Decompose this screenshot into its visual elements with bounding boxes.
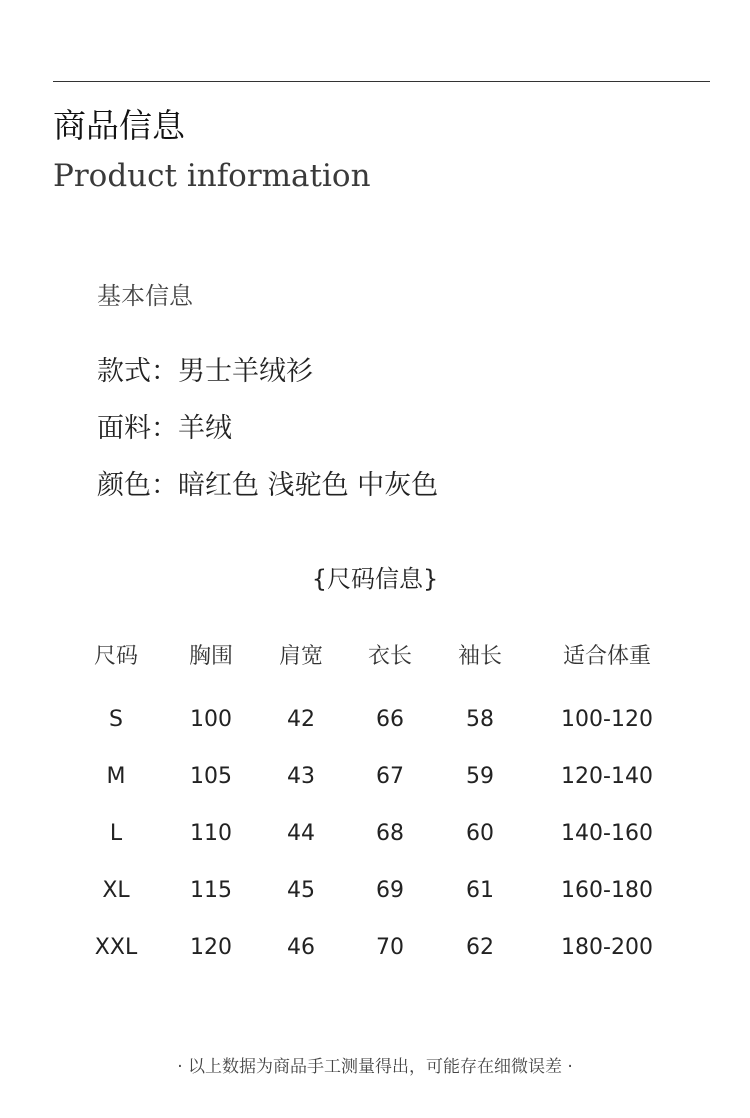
column-header: 肩宽 [278, 644, 324, 669]
table-cell: 140-160 [561, 821, 653, 846]
table-cell: 115 [190, 878, 232, 903]
table-cell: 59 [466, 764, 494, 789]
table-row [0, 703, 750, 760]
table-cell: 100-120 [561, 707, 653, 732]
table-cell: 42 [287, 707, 315, 732]
table-cell: 44 [287, 821, 315, 846]
table-cell: S [109, 707, 123, 732]
table-row [0, 817, 750, 874]
fabric-label: 面料： [97, 413, 178, 444]
top-divider [53, 81, 710, 82]
table-cell: 69 [376, 878, 404, 903]
info-row-fabric [97, 411, 232, 447]
table-cell: 66 [376, 707, 404, 732]
table-row [0, 874, 750, 931]
column-header: 胸围 [188, 644, 234, 669]
table-header-row [0, 640, 750, 697]
colors-label: 颜色： [97, 470, 178, 501]
table-cell: 45 [287, 878, 315, 903]
table-cell: 100 [190, 707, 232, 732]
style-value: 男士羊绒衫 [178, 356, 313, 387]
measurement-disclaimer: · 以上数据为商品手工测量得出，可能存在细微误差 · [177, 1057, 573, 1077]
table-cell: L [109, 821, 123, 846]
table-cell: 62 [466, 935, 494, 960]
table-cell: 120 [190, 935, 232, 960]
table-cell: 43 [287, 764, 315, 789]
table-cell: 110 [190, 821, 232, 846]
table-cell: 67 [376, 764, 404, 789]
table-cell: 58 [466, 707, 494, 732]
table-cell: 61 [466, 878, 494, 903]
table-cell: 68 [376, 821, 404, 846]
table-row [0, 760, 750, 817]
column-header: 衣长 [367, 644, 413, 669]
table-cell: 160-180 [561, 878, 653, 903]
column-header: 袖长 [457, 644, 503, 669]
table-cell: XXL [94, 935, 138, 960]
table-row [0, 931, 750, 988]
colors-value: 暗红色 浅驼色 中灰色 [178, 470, 439, 501]
column-header: 适合体重 [562, 644, 652, 669]
size-table [0, 640, 750, 982]
table-cell: 180-200 [561, 935, 653, 960]
page-title-cn: 商品信息 [53, 106, 185, 145]
style-label: 款式： [97, 356, 178, 387]
column-header: 尺码 [93, 644, 139, 669]
size-info-heading: {尺码信息} [311, 565, 439, 593]
table-cell: 46 [287, 935, 315, 960]
basic-info-heading: 基本信息 [97, 282, 193, 310]
table-cell: XL [102, 878, 130, 903]
table-cell: 105 [190, 764, 232, 789]
page-title-en: Product information [53, 158, 371, 194]
fabric-value: 羊绒 [178, 413, 232, 444]
info-row-colors [97, 468, 438, 504]
info-row-style [97, 354, 313, 390]
table-cell: 60 [466, 821, 494, 846]
table-cell: 70 [376, 935, 404, 960]
table-cell: M [106, 764, 126, 789]
table-cell: 120-140 [561, 764, 653, 789]
